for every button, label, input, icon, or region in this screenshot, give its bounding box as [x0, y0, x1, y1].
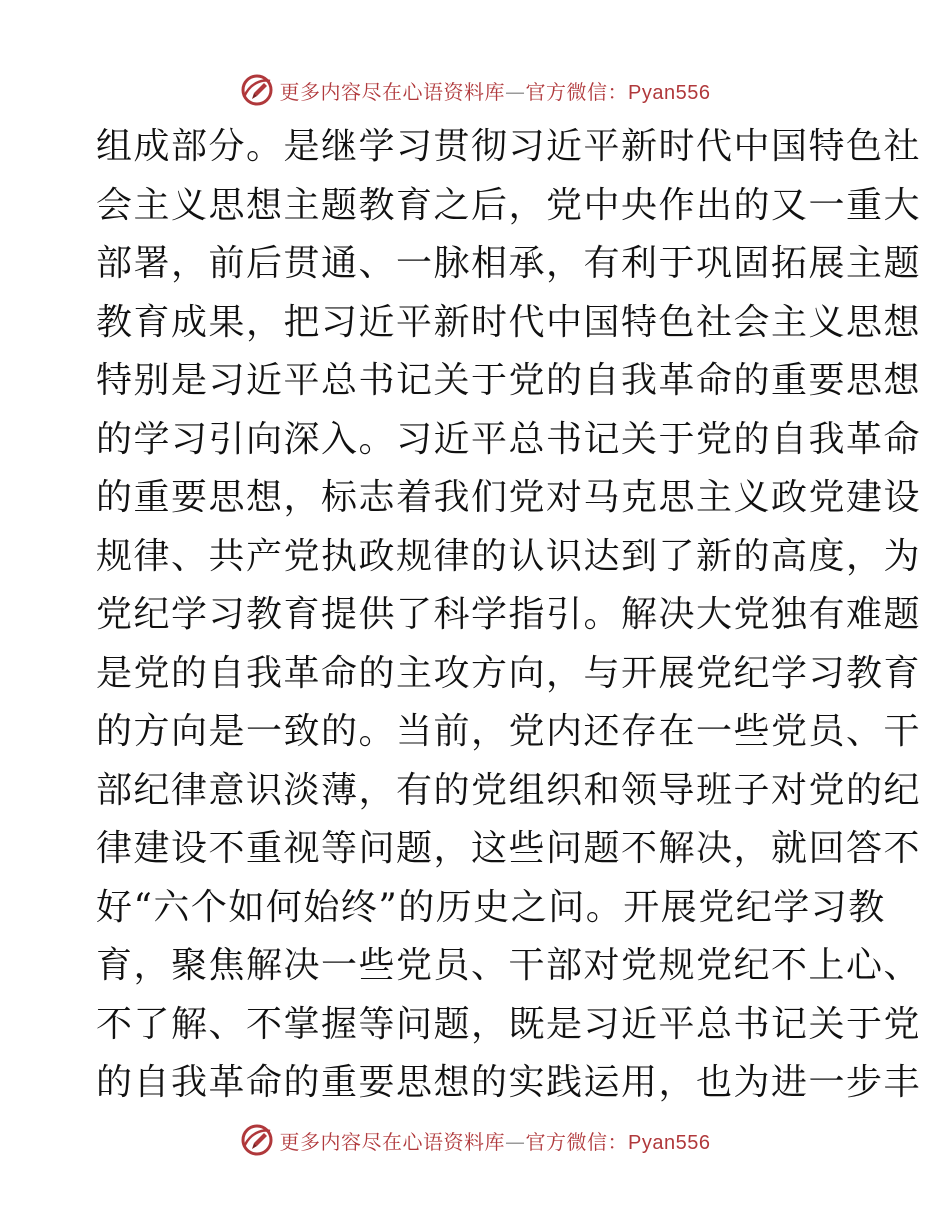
- body-line: 会主义思想主题教育之后，党中央作出的又一重大: [96, 184, 922, 226]
- pen-logo-icon: [240, 73, 274, 107]
- footer-banner-sep: —: [505, 1129, 526, 1154]
- body-line: 规律、共产党执政规律的认识达到了新的高度，为: [96, 535, 922, 577]
- footer-banner: [0, 1120, 950, 1160]
- body-line: 党纪学习教育提供了科学指引。解决大党独有难题: [96, 594, 922, 635]
- footer-banner-text: [280, 1126, 711, 1155]
- body-line: 好“六个如何始终”的历史之问。开展党纪学习教: [96, 886, 886, 928]
- body-line: 育，聚焦解决一些党员、干部对党规党纪不上心、: [96, 945, 922, 986]
- document-body: [96, 118, 922, 1113]
- header-banner-main: 更多内容尽在心语资料库: [279, 79, 506, 104]
- footer-banner-main: 更多内容尽在心语资料库: [279, 1129, 506, 1154]
- header-banner-handle: Pyan556: [628, 81, 711, 104]
- body-line: 不了解、不掌握等问题，既是习近平总书记关于党: [96, 1003, 922, 1045]
- body-line: 部纪律意识淡薄，有的党组织和领导班子对党的纪: [96, 769, 922, 811]
- body-line: 是党的自我革命的主攻方向，与开展党纪学习教育: [96, 652, 922, 694]
- body-line: 特别是习近平总书记关于党的自我革命的重要思想: [96, 360, 922, 401]
- body-line: 教育成果，把习近平新时代中国特色社会主义思想: [96, 301, 922, 343]
- footer-banner-label: 官方微信：: [525, 1129, 629, 1154]
- header-banner: [0, 70, 950, 110]
- pen-logo-icon: [240, 1123, 274, 1157]
- body-line: 的自我革命的重要思想的实践运用，也为进一步丰: [96, 1062, 922, 1103]
- footer-banner-inner: [240, 1123, 711, 1157]
- body-line: 组成部分。是继学习贯彻习近平新时代中国特色社: [96, 126, 922, 167]
- body-line: 的重要思想，标志着我们党对马克思主义政党建设: [96, 477, 922, 518]
- header-banner-text: [280, 76, 711, 105]
- body-line: 律建设不重视等问题，这些问题不解决，就回答不: [96, 828, 922, 869]
- body-line: 的方向是一致的。当前，党内还存在一些党员、干: [96, 711, 922, 752]
- body-line: 的学习引向深入。习近平总书记关于党的自我革命: [96, 418, 922, 460]
- header-banner-inner: [240, 73, 711, 107]
- footer-banner-handle: Pyan556: [628, 1131, 711, 1154]
- header-banner-label: 官方微信：: [525, 79, 629, 104]
- header-banner-sep: —: [505, 79, 526, 104]
- body-line: 部署，前后贯通、一脉相承，有利于巩固拓展主题: [96, 243, 922, 284]
